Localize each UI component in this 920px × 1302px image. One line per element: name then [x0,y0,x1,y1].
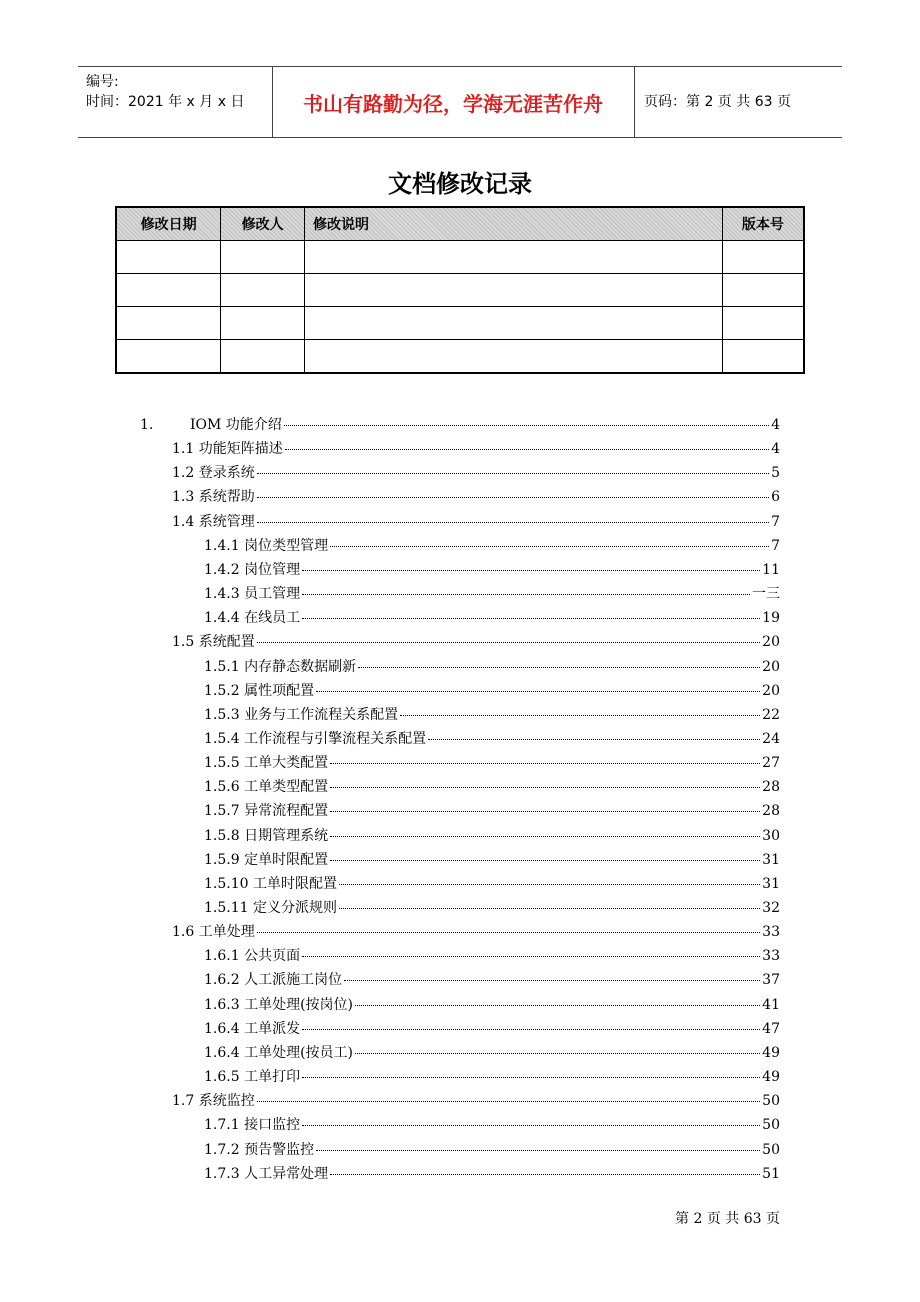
header-version: 版本号 [722,207,804,241]
header-divider [634,67,635,137]
toc-leader [316,1150,760,1151]
toc-text: 1.4.3 员工管理 [204,586,301,603]
revision-cell [304,340,722,374]
toc-page: 6 [771,489,780,506]
toc-entry[interactable] [204,800,780,822]
toc-page: 20 [762,658,780,675]
toc-text: 1.5.5 工单大类配置 [204,755,329,772]
code-label: 编号: [86,74,119,90]
revision-cell [116,241,221,274]
toc-entry[interactable] [204,969,780,991]
toc-leader [330,787,760,788]
toc-entry[interactable] [204,897,780,919]
toc-leader [339,884,760,885]
revision-row [116,307,804,340]
revision-header-row [116,207,804,241]
toc-leader [428,739,760,740]
toc-page: 49 [762,1044,780,1061]
toc-page: 7 [771,513,780,530]
toc-entry[interactable] [204,825,780,847]
toc-leader [257,473,769,474]
toc-text: IOM 功能介绍 [190,417,282,433]
toc-text: 1.6 工单处理 [172,924,255,941]
toc-entry[interactable] [204,1018,780,1040]
toc-page: 50 [762,1093,780,1110]
toc-page: 4 [771,417,780,433]
toc-entry[interactable] [204,776,780,798]
toc-page: 7 [771,537,780,554]
toc-entry[interactable] [172,921,780,943]
toc-leader [355,1005,760,1006]
toc-leader [330,546,769,547]
toc-entry[interactable] [204,945,780,967]
toc-leader [257,642,760,643]
toc-page: 37 [762,972,780,989]
toc-leader [302,570,760,571]
toc-entry[interactable] [204,728,780,750]
toc-page: 50 [762,1141,780,1158]
toc-leader [302,956,760,957]
page-title: 文档修改记录 [388,170,532,198]
toc-entry[interactable] [172,462,780,484]
toc-page: 19 [762,610,780,627]
toc-leader [302,594,750,595]
toc-page: 27 [762,755,780,772]
toc-entry[interactable] [204,607,780,629]
revision-cell [722,307,804,340]
toc-page: 11 [762,561,780,578]
toc-page: 4 [771,441,780,458]
header-motto: 书山有路勤为径，学海无涯苦作舟 [303,91,603,116]
toc-leader [355,1053,760,1054]
toc-entry[interactable] [172,486,780,508]
toc-entry[interactable] [172,511,780,533]
toc-text: 1.7.2 预告警监控 [204,1141,315,1158]
toc-text: 1.5.10 工单时限配置 [204,875,337,892]
toc-page: 5 [771,465,780,482]
toc-text: 1.2 登录系统 [172,465,255,482]
toc-leader [330,1174,760,1175]
toc-text: 1.5.3 业务与工作流程关系配置 [204,706,399,723]
header-description: 修改说明 [304,207,722,241]
toc-text: 1.6.5 工单打印 [204,1069,301,1086]
toc-text: 1.6.2 人工派施工岗位 [204,972,343,989]
toc-page: 30 [762,827,780,844]
toc-text: 1.6.4 工单派发 [204,1020,301,1037]
header-meta [78,67,272,137]
toc-text: 1.6.1 公共页面 [204,948,301,965]
toc-page: 20 [762,682,780,699]
toc-page: 51 [762,1165,780,1182]
toc-text: 1.7 系统监控 [172,1093,255,1110]
toc-entry[interactable] [204,849,780,871]
toc-entry[interactable] [204,704,780,726]
toc-leader [302,1029,760,1030]
toc-page: 20 [762,634,780,651]
toc-text: 1.5.2 属性项配置 [204,682,315,699]
header-page-label: 页码：第 2 页 共 63 页 [644,94,791,110]
toc-leader [400,715,760,716]
toc-entry[interactable] [204,535,780,557]
toc-text: 1.7.3 人工异常处理 [204,1165,329,1182]
toc-text: 1.6.4 工单处理(按员工) [204,1044,353,1061]
time-label: 时间：2021 年 x 月 x 日 [86,94,245,110]
toc-leader [330,763,760,764]
toc-text: 1.5.6 工单类型配置 [204,779,329,796]
toc-text: 1.4.4 在线员工 [204,610,301,627]
toc-text: 1.1 功能矩阵描述 [172,441,283,458]
toc-page: 41 [762,996,780,1013]
revision-cell [221,274,305,307]
toc-text: 1.4.2 岗位管理 [204,561,301,578]
revision-cell [221,340,305,374]
toc-leader [330,811,760,812]
toc-text: 1.7.1 接口监控 [204,1117,301,1134]
toc-leader [316,691,760,692]
toc-page: 28 [762,803,780,820]
toc-page: 31 [762,875,780,892]
revision-cell [221,241,305,274]
header-date: 修改日期 [116,207,221,241]
toc-leader [284,425,769,426]
toc-leader [257,497,769,498]
toc-page: 49 [762,1069,780,1086]
toc-page: 33 [762,948,780,965]
toc-text: 1.5.8 日期管理系统 [204,827,329,844]
toc-entry[interactable] [204,1066,780,1088]
toc-entry[interactable] [204,680,780,702]
toc-page: 50 [762,1117,780,1134]
toc-entry[interactable] [172,631,780,653]
revision-row [116,274,804,307]
toc-entry[interactable] [204,583,780,605]
toc-entry[interactable] [204,656,780,678]
toc-entry[interactable] [172,1090,780,1112]
revision-cell [722,340,804,374]
toc-entry[interactable] [204,1042,780,1064]
toc-entry[interactable] [204,1114,780,1136]
toc-text: 1.4.1 岗位类型管理 [204,537,329,554]
toc-page: 32 [762,900,780,916]
toc-number: 1. [140,417,154,433]
toc-text: 1.4 系统管理 [172,513,255,530]
toc-entry[interactable] [172,438,780,460]
toc-leader [285,449,769,450]
toc-leader [358,667,760,668]
toc-entry[interactable] [204,994,780,1016]
toc-text: 1.3 系统帮助 [172,489,255,506]
toc-leader [302,1125,760,1126]
toc-page: 31 [762,851,780,868]
toc-page: 22 [762,706,780,723]
revision-cell [304,241,722,274]
toc-page: 24 [762,730,780,747]
toc-text: 1.5.11 定义分派规则 [204,900,337,916]
toc-leader [344,980,760,981]
toc-leader [330,860,760,861]
revision-row [116,340,804,374]
toc-leader [339,908,760,909]
toc-leader [302,618,760,619]
toc-text: 1.5.7 异常流程配置 [204,803,329,820]
revision-cell [116,307,221,340]
header-editor: 修改人 [221,207,305,241]
revision-row [116,241,804,274]
toc-entry[interactable] [140,414,780,436]
revision-cell [116,274,221,307]
revision-cell [722,241,804,274]
toc-entry[interactable] [204,1139,780,1161]
revision-table [115,206,805,374]
revision-cell [116,340,221,374]
page-header [78,66,842,138]
toc-entry[interactable] [204,1163,780,1185]
toc-leader [257,932,760,933]
toc-page: 47 [762,1020,780,1037]
toc-entry[interactable] [204,559,780,581]
page-footer: 第 2 页 共 63 页 [675,1211,780,1227]
toc-text: 1.6.3 工单处理(按岗位) [204,996,353,1013]
toc-entry[interactable] [204,873,780,895]
toc-leader [302,1077,760,1078]
toc-leader [330,836,760,837]
toc-leader [257,522,769,523]
toc-page: 28 [762,779,780,796]
revision-cell [722,274,804,307]
toc-leader [257,1101,760,1102]
revision-cell [304,274,722,307]
toc-text: 1.5 系统配置 [172,634,255,651]
toc-text: 1.5.4 工作流程与引擎流程关系配置 [204,730,427,747]
toc-text: 1.5.1 内存静态数据刷新 [204,658,357,675]
toc-page: 33 [762,924,780,941]
toc-text: 1.5.9 定单时限配置 [204,851,329,868]
toc-page: 一三 [752,586,780,603]
revision-cell [221,307,305,340]
revision-cell [304,307,722,340]
toc-entry[interactable] [204,752,780,774]
